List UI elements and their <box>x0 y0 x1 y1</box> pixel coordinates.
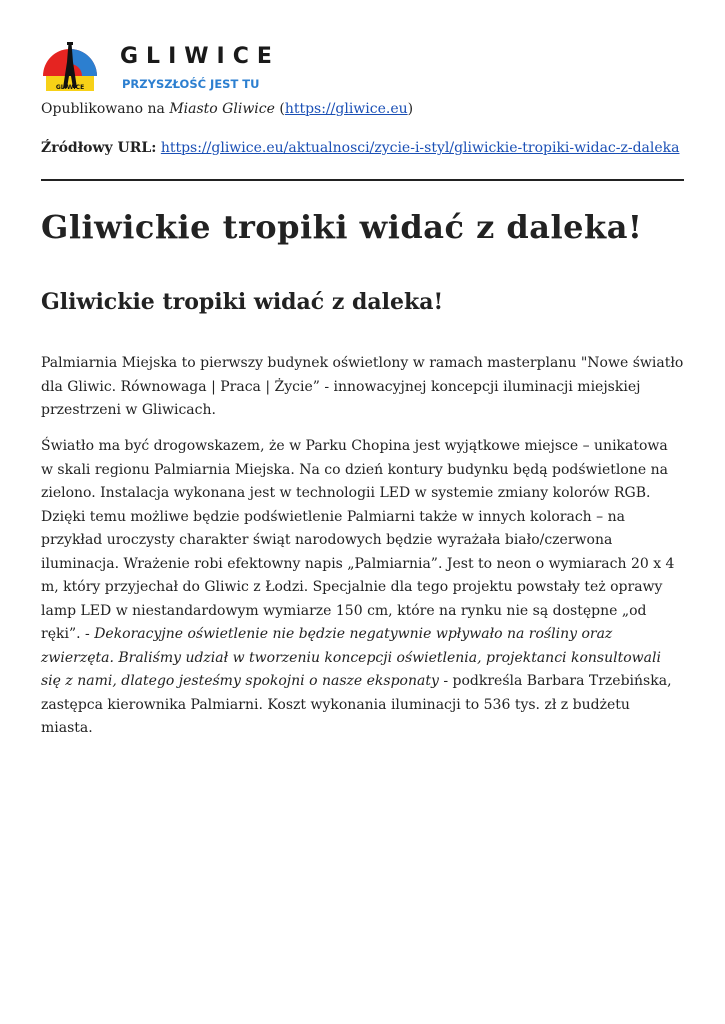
article-title: Gliwickie tropiki widać z daleka! <box>41 208 643 246</box>
site-url-link[interactable]: https://gliwice.eu <box>284 101 408 117</box>
source-url-label: Źródłowy URL: <box>41 140 157 156</box>
source-url-line <box>41 137 684 159</box>
close-paren: ) <box>407 101 414 117</box>
article-subtitle: Gliwickie tropiki widać z daleka! <box>41 289 444 315</box>
article-paragraph-2 <box>41 435 684 741</box>
open-paren: ( <box>274 101 285 117</box>
gliwice-logo[interactable] <box>40 40 280 98</box>
source-url-link[interactable]: https://gliwice.eu/aktualnosci/zycie-i-styl/gliwickie-tropiki-widac-z-daleka <box>160 140 680 156</box>
header-divider <box>41 179 684 181</box>
paragraph-2-text: Światło ma być drogowskazem, że w Parku Chopina jest wyjątkowe miejsce – unikatowa w skali regionu Palmiarnia Miejska. Na co dzień kontury budynku będą podświetlone na zielono. Instalacja wykonana jest w technologii LED w systemie zmiany kolorów RGB. Dzięki temu możliwe będzie podświetlenie Palmiarni także w innych kolorach – na przykład uroczysty charakter świąt narodowych będzie wyrażała biało/czerwona iluminacja. Wrażenie robi efektowny napis „Palmiarnia”. Jest to neon o wymiarach 20 x 4 m, który przyjechał do Gliwic z Łodzi. Specjalnie dla tego projektu powstały też oprawy lamp LED w niestandardowym wymiarze 150 cm, które na rynku nie są dostępne „od ręki”. - <box>41 438 675 642</box>
paragraph-2-quote: Dekoracyjne oświetlenie nie będzie negatywnie wpływało na rośliny oraz zwierzęta. Braliśmy udział w tworzeniu koncepcji oświetlenia, projektanci konsultowali się z nami, dlatego jesteśmy spokojni o nasze eksponaty <box>41 626 661 689</box>
gliwice-emblem-icon <box>40 40 100 98</box>
article-paragraph-1: Palmiarnia Miejska to pierwszy budynek oświetlony w ramach masterplanu "Nowe światło dla Gliwic. Równowaga | Praca | Życie” - innowacyjnej koncepcji iluminacji miejskiej przestrzeni w Gliwicach. <box>41 355 684 418</box>
logo-title: GLIWICE <box>120 44 280 69</box>
published-line <box>41 98 413 120</box>
site-name: Miasto Gliwice <box>169 101 275 117</box>
logo-tagline: PRZYSZŁOŚĆ JEST TU <box>122 77 260 91</box>
published-prefix: Opublikowano na <box>41 101 170 117</box>
paragraph-2-attribution: - podkreśla Barbara Trzebińska, zastępca kierownika Palmiarni. Koszt wykonania iluminacji to 536 tys. zł z budżetu miasta. <box>41 673 672 736</box>
svg-text:GLIWICE: GLIWICE <box>55 84 85 91</box>
